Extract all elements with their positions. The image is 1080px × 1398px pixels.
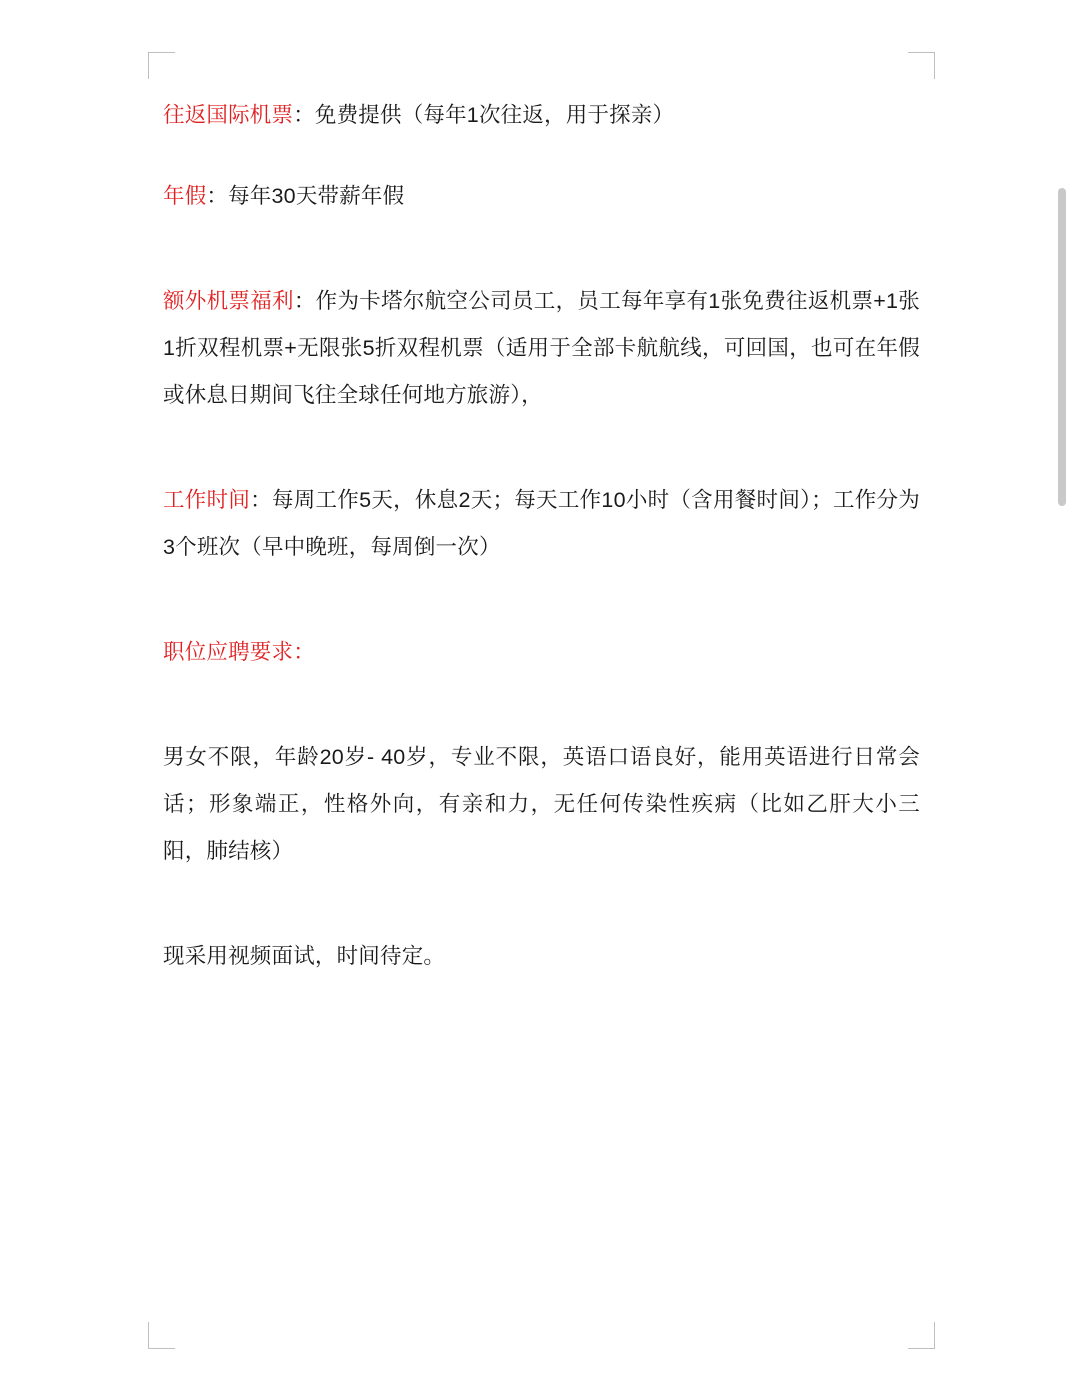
paragraph-text: 男女不限，年龄20岁- 40岁，专业不限，英语口语良好，能用英语进行日常会话；形象端正，性格外向，有亲和力，无任何传染性疾病（比如乙肝大小三阳，肺结核） [163,745,920,863]
paragraph-interview-note [163,933,920,980]
paragraph-extra-ticket-benefit [163,278,920,419]
paragraph-requirements-detail [163,734,920,875]
paragraph-text: ：免费提供（每年1次往返，用于探亲） [293,103,675,127]
paragraph-lead: 额外机票福利 [163,289,294,313]
paragraph-spacer [163,676,920,734]
vertical-scrollbar[interactable] [1060,0,1074,1398]
paragraph-spacer [163,139,920,173]
crop-mark-top-right [908,52,935,79]
paragraph-lead: 职位应聘要求： [163,640,315,664]
paragraph-lead: 往返国际机票 [163,103,294,127]
paragraph-spacer [163,875,920,933]
scrollbar-thumb[interactable] [1058,188,1066,506]
paragraph-lead: 年假 [163,184,207,208]
crop-mark-top-left [148,52,175,79]
paragraph-lead: 工作时间 [163,488,251,512]
paragraph-working-hours [163,477,920,571]
paragraph-text: ：每年30天带薪年假 [206,184,405,208]
document-body [163,92,920,980]
crop-mark-bottom-left [148,1322,175,1349]
paragraph-requirements-heading [163,629,920,676]
paragraph-annual-leave [163,173,920,220]
paragraph-text: ：每周工作5天，休息2天；每天工作10小时（含用餐时间）；工作分为3个班次（早中晚班，每周倒一次） [163,488,920,559]
crop-mark-bottom-right [908,1322,935,1349]
paragraph-spacer [163,419,920,477]
paragraph-text: 现采用视频面试，时间待定。 [163,944,446,968]
paragraph-spacer [163,220,920,278]
paragraph-roundtrip-ticket [163,92,920,139]
paragraph-spacer [163,571,920,629]
paragraph-text: ：作为卡塔尔航空公司员工，员工每年享有1张免费往返机票+1张1折双程机票+无限张5折双程机票（适用于全部卡航航线，可回国，也可在年假或休息日期间飞往全球任何地方旅游）， [163,289,920,407]
